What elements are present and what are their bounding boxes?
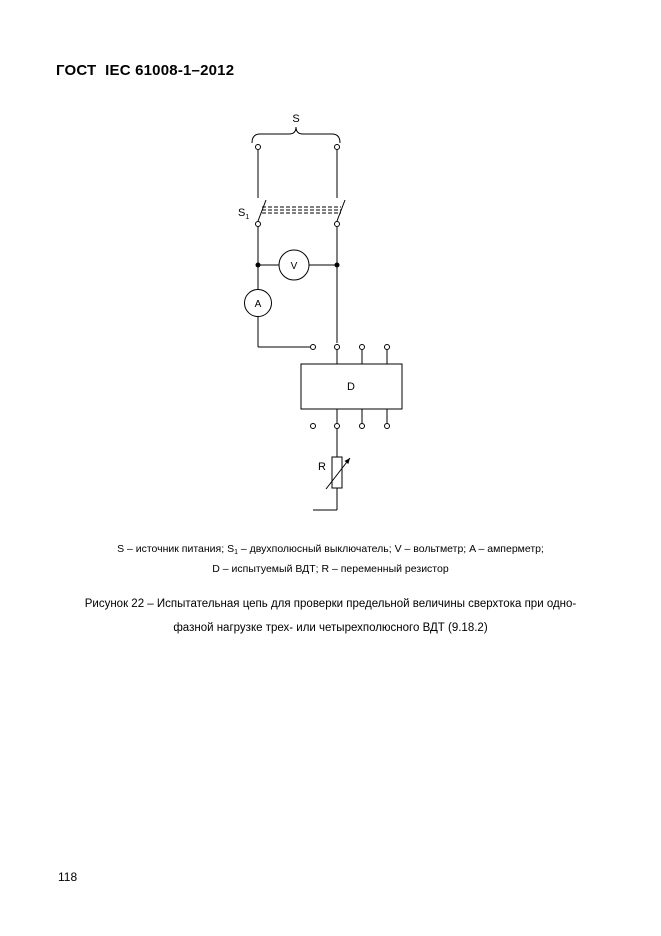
page-number: 118: [58, 870, 78, 884]
source-terminal-right: [335, 145, 340, 150]
switch-terminal-right: [335, 222, 340, 227]
source-label: S: [292, 113, 300, 125]
figure-legend-line-2: D – испытуемый ВДТ; R – переменный резистор: [212, 563, 449, 575]
variable-resistor: [332, 457, 342, 488]
source-terminal-left: [256, 145, 261, 150]
voltmeter-label: V: [290, 261, 298, 272]
device-input-terminal-1: [311, 345, 316, 350]
device-output-terminal-4: [385, 424, 390, 429]
source-brace: [252, 127, 340, 143]
document-header: ГОСТ IEC 61008-1–2012: [56, 62, 235, 79]
switch-terminal-left: [256, 222, 261, 227]
device-input-terminal-4: [385, 345, 390, 350]
device-output-terminal-1: [311, 424, 316, 429]
resistor-label: R: [318, 461, 326, 473]
variable-resistor-arrowhead: [345, 458, 351, 464]
device-output-terminal-3: [360, 424, 365, 429]
device-input-terminal-2: [335, 345, 340, 350]
figure-caption-line-2: фазной нагрузке трех- или четырехполюсного ВДТ (9.18.2): [173, 622, 488, 634]
device-output-terminal-2: [335, 424, 340, 429]
junction-dot-right: [335, 263, 340, 268]
device-label: D: [347, 381, 355, 393]
junction-dot-left: [256, 263, 261, 268]
device-input-terminal-3: [360, 345, 365, 350]
figure-legend-line-1: S – источник питания; $S_1$ – двухполюсный выключатель; V – вольтметр; A – амперметр;: [117, 543, 544, 556]
switch-label: $S_1$: [238, 207, 250, 221]
figure-caption-line-1: Рисунок 22 – Испытательная цепь для проверки предельной величины сверхтока при одно-: [84, 598, 577, 610]
ammeter-label: A: [254, 299, 262, 310]
